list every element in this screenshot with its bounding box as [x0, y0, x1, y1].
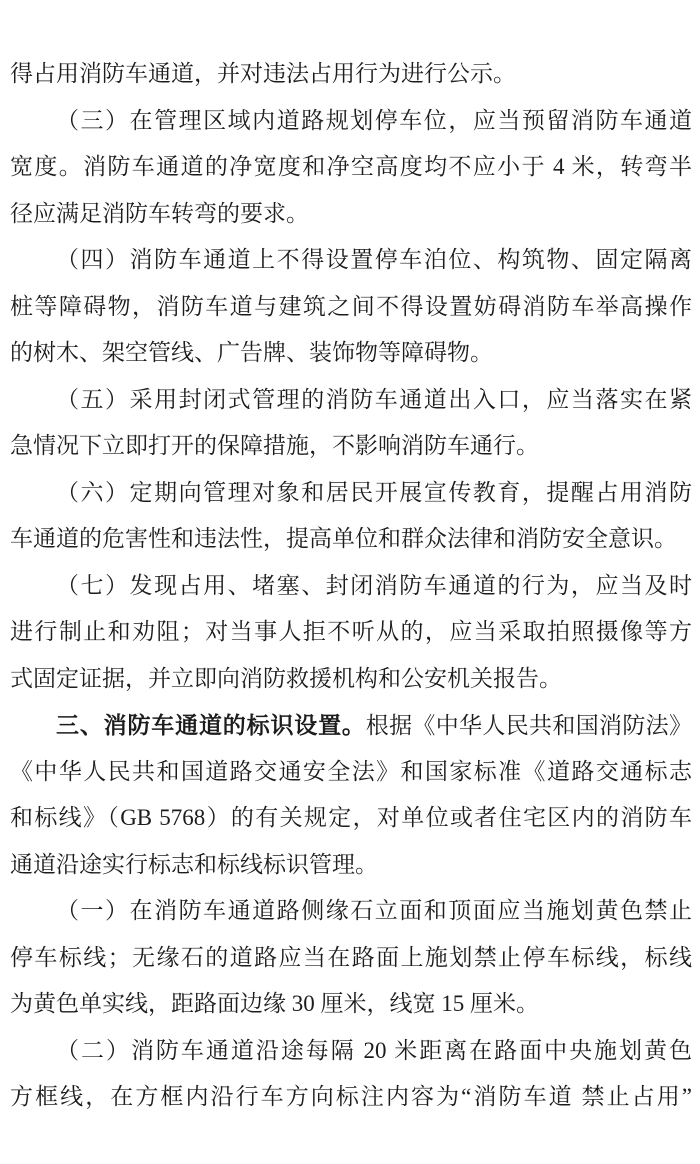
text-segment: （四）消防车通道上不得设置停车泊位、构筑物、固定隔离: [56, 247, 692, 272]
text-line: [10, 516, 692, 563]
text-line: [10, 563, 692, 610]
text-segment: 急情况下立即打开的保障措施，不影响消防车通行。: [10, 433, 539, 458]
text-line: [10, 330, 692, 377]
text-segment: 宽度。消防车通道的净宽度和净空高度均不应小于 4 米，转弯半: [10, 154, 692, 179]
text-segment: （五）采用封闭式管理的消防车通道出入口，应当落实在紧: [56, 386, 692, 412]
text-line: [10, 144, 692, 191]
text-line: [10, 795, 692, 842]
text-segment: 车通道的危害性和违法性，提高单位和群众法律和消防安全意识。: [10, 526, 677, 551]
text-segment: 径应满足消防车转弯的要求。: [10, 200, 309, 226]
text-segment: 为黄色单实线，距路面边缘 30 厘米，线宽 15 厘米。: [10, 991, 539, 1016]
text-segment: 根据《中华人民共和国消防法》: [365, 713, 693, 738]
text-segment: 通道沿途实行标志和标线标识管理。: [10, 851, 378, 877]
text-segment: 的树木、架空管线、广告牌、装饰物等障碍物。: [10, 340, 493, 365]
text-line: [10, 377, 692, 424]
text-segment: 《中华人民共和国道路交通安全法》和国家标准《道路交通标志: [10, 758, 692, 784]
text-line: [10, 749, 692, 796]
text-line: [10, 1028, 692, 1075]
text-segment: 得占用消防车通道，并对违法占用行为进行公示。: [10, 61, 516, 86]
text-line: [10, 935, 692, 982]
section-heading-text: 三、消防车通道的标识设置。: [56, 712, 366, 738]
text-line: [10, 888, 692, 935]
text-line: [10, 842, 692, 889]
text-segment: （二）消防车通道沿途每隔 20 米距离在路面中央施划黄色: [56, 1037, 692, 1063]
text-segment: 进行制止和劝阻；对当事人拒不听从的，应当采取拍照摄像等方: [10, 619, 692, 644]
text-line: [10, 284, 692, 331]
text-segment: 停车标线；无缘石的道路应当在路面上施划禁止停车标线，标线: [10, 944, 692, 970]
text-segment: 和标线》（GB 5768）的有关规定，对单位或者住宅区内的消防车: [10, 805, 692, 830]
text-segment: 方框线，在方框内沿行车方向标注内容为“消防车道 禁止占用”: [10, 1084, 692, 1109]
text-line: [10, 609, 692, 656]
text-line: [10, 51, 692, 98]
text-segment: 式固定证据，并立即向消防救援机构和公安机关报告。: [10, 665, 562, 691]
text-line: [10, 98, 692, 145]
text-segment: （七）发现占用、堵塞、封闭消防车通道的行为，应当及时: [56, 572, 692, 598]
text-line: [10, 656, 692, 703]
text-line: [10, 1074, 692, 1121]
text-line: [10, 191, 692, 238]
text-line: [10, 981, 692, 1028]
text-line: [10, 237, 692, 284]
text-line: [10, 423, 692, 470]
text-line: [10, 702, 692, 749]
text-segment: （一）在消防车通道路侧缘石立面和顶面应当施划黄色禁止: [56, 898, 692, 923]
text-segment: （三）在管理区域内道路规划停车位，应当预留消防车通道: [56, 107, 692, 133]
text-segment: （六）定期向管理对象和居民开展宣传教育，提醒占用消防: [56, 479, 692, 505]
text-line: [10, 470, 692, 517]
text-segment: 桩等障碍物，消防车道与建筑之间不得设置妨碍消防车举高操作: [10, 293, 692, 319]
